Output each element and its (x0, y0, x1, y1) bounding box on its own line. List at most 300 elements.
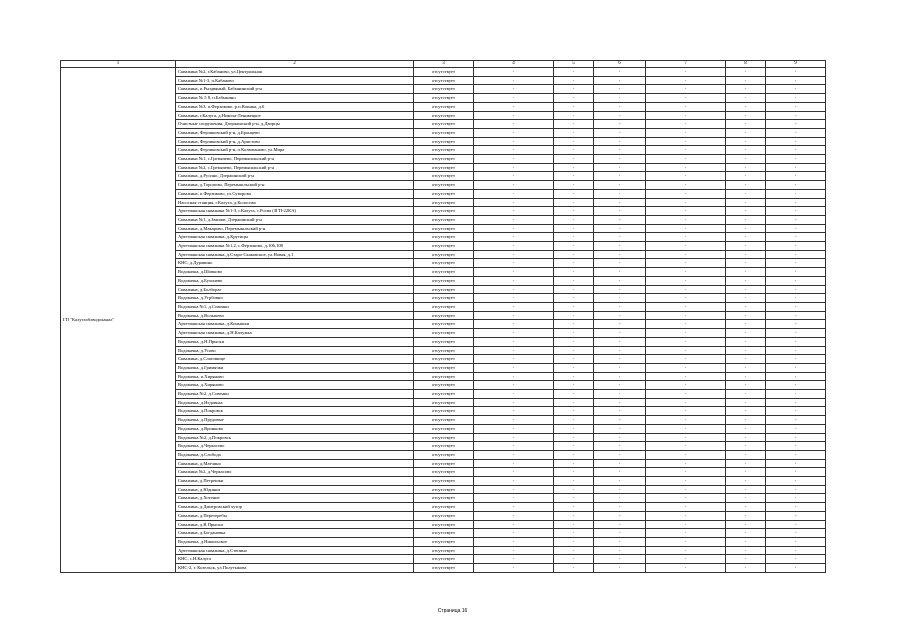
dash-cell: - (594, 346, 646, 355)
dash-cell: - (646, 442, 726, 451)
status-cell: отсутствует (414, 233, 474, 242)
dash-cell: - (646, 302, 726, 311)
table-row (61, 485, 826, 494)
dash-cell: - (554, 172, 594, 181)
status-cell: отсутствует (414, 355, 474, 364)
table-row (61, 564, 826, 573)
dash-cell: - (474, 68, 554, 77)
dash-cell: - (474, 311, 554, 320)
dash-cell: - (554, 146, 594, 155)
dash-cell: - (726, 390, 766, 399)
dash-cell: - (554, 198, 594, 207)
dash-cell: - (554, 450, 594, 459)
dash-cell: - (766, 268, 826, 277)
status-cell: отсутствует (414, 537, 474, 546)
dash-cell: - (474, 163, 554, 172)
dash-cell: - (594, 459, 646, 468)
dash-cell: - (766, 242, 826, 251)
table-row (61, 407, 826, 416)
column-header: 3 (414, 61, 474, 68)
dash-cell: - (594, 68, 646, 77)
dash-cell: - (474, 85, 554, 94)
status-cell: отсутствует (414, 424, 474, 433)
table-row (61, 337, 826, 346)
dash-cell: - (766, 381, 826, 390)
table-row (61, 477, 826, 486)
status-cell: отсутствует (414, 390, 474, 399)
dash-cell: - (646, 85, 726, 94)
dash-cell: - (766, 329, 826, 338)
dash-cell: - (474, 346, 554, 355)
dash-cell: - (594, 259, 646, 268)
dash-cell: - (474, 372, 554, 381)
dash-cell: - (554, 433, 594, 442)
dash-cell: - (766, 537, 826, 546)
object-name-cell: Скважина, д.Торопово, Перемышльский р-н (176, 181, 414, 190)
object-name-cell: Водокачка №1, д.Совенки (176, 302, 414, 311)
dash-cell: - (594, 546, 646, 555)
dash-cell: - (766, 442, 826, 451)
dash-cell: - (474, 529, 554, 538)
status-cell: отсутствует (414, 198, 474, 207)
dash-cell: - (646, 450, 726, 459)
dash-cell: - (594, 329, 646, 338)
dash-cell: - (474, 442, 554, 451)
dash-cell: - (594, 511, 646, 520)
status-cell: отсутствует (414, 329, 474, 338)
status-cell: отсутствует (414, 68, 474, 77)
dash-cell: - (646, 416, 726, 425)
dash-cell: - (554, 111, 594, 120)
dash-cell: - (554, 407, 594, 416)
dash-cell: - (646, 485, 726, 494)
status-cell: отсутствует (414, 311, 474, 320)
dash-cell: - (594, 503, 646, 512)
header-row (61, 61, 826, 68)
dash-cell: - (554, 268, 594, 277)
dash-cell: - (766, 181, 826, 190)
table-row (61, 520, 826, 529)
status-cell: отсутствует (414, 381, 474, 390)
status-cell: отсутствует (414, 224, 474, 233)
table-row (61, 503, 826, 512)
object-name-cell: Водокачка, д.Бухонево (176, 276, 414, 285)
dash-cell: - (594, 224, 646, 233)
table-row (61, 102, 826, 111)
dash-cell: - (766, 198, 826, 207)
dash-cell: - (554, 564, 594, 573)
object-name-cell: Очистные сооружения, Дзержинский р-н, д.Дворцы (176, 120, 414, 129)
table-row (61, 450, 826, 459)
dash-cell: - (554, 259, 594, 268)
object-name-cell: Водокачка, д.Прудовые (176, 416, 414, 425)
column-header: 1 (61, 61, 176, 68)
document-sheet (60, 60, 825, 573)
dash-cell: - (554, 555, 594, 564)
status-cell: отсутствует (414, 529, 474, 538)
dash-cell: - (766, 433, 826, 442)
object-name-cell: Скважина, Ферзиковский р-н, д.Бронцево (176, 128, 414, 137)
table-row (61, 416, 826, 425)
dash-cell: - (726, 407, 766, 416)
dash-cell: - (474, 555, 554, 564)
dash-cell: - (594, 146, 646, 155)
dash-cell: - (594, 320, 646, 329)
dash-cell: - (554, 442, 594, 451)
table-row (61, 459, 826, 468)
dash-cell: - (554, 128, 594, 137)
status-cell: отсутствует (414, 302, 474, 311)
dash-cell: - (726, 320, 766, 329)
object-name-cell: Скважина, д.В.Прыски (176, 520, 414, 529)
dash-cell: - (594, 520, 646, 529)
object-name-cell: Водокачка, д.Вронково (176, 424, 414, 433)
dash-cell: - (766, 207, 826, 216)
dash-cell: - (766, 224, 826, 233)
object-name-cell: Скважина №2, г.Кабаново, ул.Центральная (176, 68, 414, 77)
dash-cell: - (766, 477, 826, 486)
table-row (61, 68, 826, 77)
dash-cell: - (474, 398, 554, 407)
status-cell: отсутствует (414, 242, 474, 251)
table-row (61, 198, 826, 207)
dash-cell: - (726, 85, 766, 94)
dash-cell: - (646, 390, 726, 399)
table-row (61, 433, 826, 442)
dash-cell: - (726, 416, 766, 425)
dash-cell: - (726, 181, 766, 190)
dash-cell: - (554, 189, 594, 198)
dash-cell: - (726, 329, 766, 338)
dash-cell: - (646, 537, 726, 546)
object-name-cell: КНС, с.Н.Калуга (176, 555, 414, 564)
status-cell: отсутствует (414, 215, 474, 224)
dash-cell: - (766, 233, 826, 242)
table-row (61, 76, 826, 85)
dash-cell: - (594, 398, 646, 407)
dash-cell: - (726, 511, 766, 520)
status-cell: отсутствует (414, 564, 474, 573)
dash-cell: - (554, 346, 594, 355)
dash-cell: - (474, 320, 554, 329)
table-row (61, 363, 826, 372)
dash-cell: - (726, 268, 766, 277)
dash-cell: - (594, 268, 646, 277)
column-header: 6 (594, 61, 646, 68)
table-row (61, 355, 826, 364)
dash-cell: - (766, 189, 826, 198)
object-name-cell: Водокачка, д.Слобода (176, 450, 414, 459)
dash-cell: - (646, 494, 726, 503)
status-cell: отсутствует (414, 459, 474, 468)
dash-cell: - (594, 363, 646, 372)
dash-cell: - (726, 494, 766, 503)
table-row (61, 372, 826, 381)
dash-cell: - (646, 546, 726, 555)
dash-cell: - (594, 207, 646, 216)
dash-cell: - (646, 424, 726, 433)
dash-cell: - (594, 250, 646, 259)
dash-cell: - (474, 520, 554, 529)
dash-cell: - (646, 381, 726, 390)
dash-cell: - (554, 337, 594, 346)
object-name-cell: Скважина №2, д.Черкасово (176, 468, 414, 477)
table-row (61, 329, 826, 338)
table-row (61, 85, 826, 94)
column-header: 2 (176, 61, 414, 68)
table-row (61, 146, 826, 155)
dash-cell: - (646, 477, 726, 486)
dash-cell: - (646, 94, 726, 103)
dash-cell: - (726, 294, 766, 303)
table-row (61, 242, 826, 251)
dash-cell: - (474, 198, 554, 207)
dash-cell: - (594, 468, 646, 477)
dash-cell: - (766, 285, 826, 294)
object-name-cell: Скважина №3, п.Ферзиково, р.п.Воинка, д.6 (176, 102, 414, 111)
dash-cell: - (646, 294, 726, 303)
dash-cell: - (726, 250, 766, 259)
dash-cell: - (726, 102, 766, 111)
object-name-cell: Водокачка, п.Хиряново (176, 372, 414, 381)
dash-cell: - (594, 215, 646, 224)
table-row (61, 268, 826, 277)
dash-cell: - (646, 555, 726, 564)
dash-cell: - (554, 311, 594, 320)
dash-cell: - (474, 94, 554, 103)
dash-cell: - (646, 102, 726, 111)
dash-cell: - (594, 494, 646, 503)
dash-cell: - (474, 137, 554, 146)
dash-cell: - (726, 224, 766, 233)
dash-cell: - (766, 320, 826, 329)
object-name-cell: Водокачка, д.Никольское (176, 537, 414, 546)
dash-cell: - (474, 294, 554, 303)
status-cell: отсутствует (414, 85, 474, 94)
dash-cell: - (726, 537, 766, 546)
dash-cell: - (646, 337, 726, 346)
dash-cell: - (474, 285, 554, 294)
dash-cell: - (726, 242, 766, 251)
object-name-cell: Скважина, д.Болбораг (176, 285, 414, 294)
table-row (61, 442, 826, 451)
dash-cell: - (594, 337, 646, 346)
dash-cell: - (646, 407, 726, 416)
dash-cell: - (554, 511, 594, 520)
object-name-cell: Скважина, д.Хотение (176, 494, 414, 503)
dash-cell: - (766, 302, 826, 311)
dash-cell: - (554, 85, 594, 94)
dash-cell: - (646, 372, 726, 381)
object-name-cell: Скважина, д.Русино, Дзержинский р-н (176, 172, 414, 181)
status-cell: отсутствует (414, 503, 474, 512)
dash-cell: - (594, 242, 646, 251)
dash-cell: - (766, 390, 826, 399)
dash-cell: - (726, 120, 766, 129)
dash-cell: - (766, 128, 826, 137)
dash-cell: - (594, 555, 646, 564)
dash-cell: - (646, 398, 726, 407)
dash-cell: - (726, 137, 766, 146)
object-name-cell: Водокачка, д.Черкасово (176, 442, 414, 451)
status-cell: отсутствует (414, 250, 474, 259)
dash-cell: - (594, 433, 646, 442)
dash-cell: - (474, 259, 554, 268)
dash-cell: - (766, 459, 826, 468)
dash-cell: - (474, 407, 554, 416)
status-cell: отсутствует (414, 102, 474, 111)
dash-cell: - (726, 477, 766, 486)
dash-cell: - (554, 529, 594, 538)
status-cell: отсутствует (414, 511, 474, 520)
dash-cell: - (766, 68, 826, 77)
dash-cell: - (474, 224, 554, 233)
dash-cell: - (646, 163, 726, 172)
dash-cell: - (766, 372, 826, 381)
column-header: 7 (646, 61, 726, 68)
dash-cell: - (766, 398, 826, 407)
dash-cell: - (554, 355, 594, 364)
dash-cell: - (726, 128, 766, 137)
dash-cell: - (594, 285, 646, 294)
status-cell: отсутствует (414, 485, 474, 494)
table-row (61, 128, 826, 137)
dash-cell: - (474, 450, 554, 459)
status-cell: отсутствует (414, 433, 474, 442)
dash-cell: - (554, 276, 594, 285)
object-name-cell: Скважина, д.Богдановка (176, 529, 414, 538)
table-row (61, 555, 826, 564)
table-row (61, 137, 826, 146)
status-cell: отсутствует (414, 172, 474, 181)
table-row (61, 259, 826, 268)
status-cell: отсутствует (414, 189, 474, 198)
dash-cell: - (726, 398, 766, 407)
dash-cell: - (474, 468, 554, 477)
status-cell: отсутствует (414, 450, 474, 459)
status-cell: отсутствует (414, 346, 474, 355)
dash-cell: - (554, 390, 594, 399)
dash-cell: - (474, 268, 554, 277)
table-row (61, 233, 826, 242)
status-cell: отсутствует (414, 207, 474, 216)
object-name-cell: Артезианская скважина, д.Степино (176, 546, 414, 555)
dash-cell: - (646, 346, 726, 355)
dash-cell: - (554, 398, 594, 407)
object-name-cell: Водокачка, д.Усово (176, 346, 414, 355)
dash-cell: - (726, 276, 766, 285)
dash-cell: - (766, 511, 826, 520)
dash-cell: - (554, 215, 594, 224)
column-header: 4 (474, 61, 554, 68)
dash-cell: - (474, 172, 554, 181)
table-row (61, 311, 826, 320)
dash-cell: - (474, 102, 554, 111)
dash-cell: - (766, 355, 826, 364)
dash-cell: - (766, 503, 826, 512)
dash-cell: - (726, 442, 766, 451)
dash-cell: - (726, 172, 766, 181)
dash-cell: - (726, 546, 766, 555)
table-row (61, 215, 826, 224)
dash-cell: - (474, 302, 554, 311)
dash-cell: - (474, 485, 554, 494)
dash-cell: - (726, 433, 766, 442)
dash-cell: - (766, 215, 826, 224)
dash-cell: - (726, 198, 766, 207)
dash-cell: - (766, 520, 826, 529)
dash-cell: - (766, 494, 826, 503)
table-row (61, 94, 826, 103)
dash-cell: - (594, 111, 646, 120)
dash-cell: - (726, 146, 766, 155)
object-name-cell: Скважина №1, с.Гремячево, Перемышльский р-н (176, 155, 414, 164)
dash-cell: - (474, 424, 554, 433)
dash-cell: - (726, 94, 766, 103)
dash-cell: - (474, 76, 554, 85)
dash-cell: - (594, 85, 646, 94)
status-cell: отсутствует (414, 477, 474, 486)
dash-cell: - (726, 346, 766, 355)
table-row (61, 181, 826, 190)
dash-cell: - (474, 477, 554, 486)
dash-cell: - (474, 233, 554, 242)
dash-cell: - (646, 250, 726, 259)
object-name-cell: Водокачка, д.Шовково (176, 268, 414, 277)
dash-cell: - (646, 76, 726, 85)
dash-cell: - (726, 503, 766, 512)
object-name-cell: Скважина, д.Макарово, Перемышльский р-н (176, 224, 414, 233)
object-name-cell: Водокачка, д.Покровск (176, 407, 414, 416)
dash-cell: - (646, 311, 726, 320)
dash-cell: - (594, 564, 646, 573)
dash-cell: - (594, 529, 646, 538)
organization-cell: ГП "Калугаоблводоканал" (61, 68, 176, 573)
table-row (61, 511, 826, 520)
dash-cell: - (474, 390, 554, 399)
dash-cell: - (766, 276, 826, 285)
dash-cell: - (646, 233, 726, 242)
dash-cell: - (766, 172, 826, 181)
status-cell: отсутствует (414, 120, 474, 129)
dash-cell: - (646, 224, 726, 233)
dash-cell: - (646, 503, 726, 512)
dash-cell: - (726, 207, 766, 216)
dash-cell: - (646, 207, 726, 216)
dash-cell: - (594, 189, 646, 198)
dash-cell: - (646, 276, 726, 285)
dash-cell: - (554, 546, 594, 555)
dash-cell: - (554, 503, 594, 512)
dash-cell: - (594, 137, 646, 146)
dash-cell: - (554, 477, 594, 486)
object-name-cell: Скважина №2, с.Гремячево, Перемышльский р-н (176, 163, 414, 172)
object-name-cell: Водокачка, д.Н.Прыски (176, 337, 414, 346)
dash-cell: - (726, 337, 766, 346)
table-row (61, 111, 826, 120)
dash-cell: - (554, 137, 594, 146)
dash-cell: - (594, 372, 646, 381)
dash-cell: - (594, 294, 646, 303)
dash-cell: - (726, 459, 766, 468)
dash-cell: - (766, 529, 826, 538)
table-row (61, 468, 826, 477)
dash-cell: - (594, 198, 646, 207)
dash-cell: - (766, 363, 826, 372)
dash-cell: - (554, 381, 594, 390)
object-name-cell: Скважина, Ферзиковский р-н, д.Аристово (176, 137, 414, 146)
dash-cell: - (474, 503, 554, 512)
